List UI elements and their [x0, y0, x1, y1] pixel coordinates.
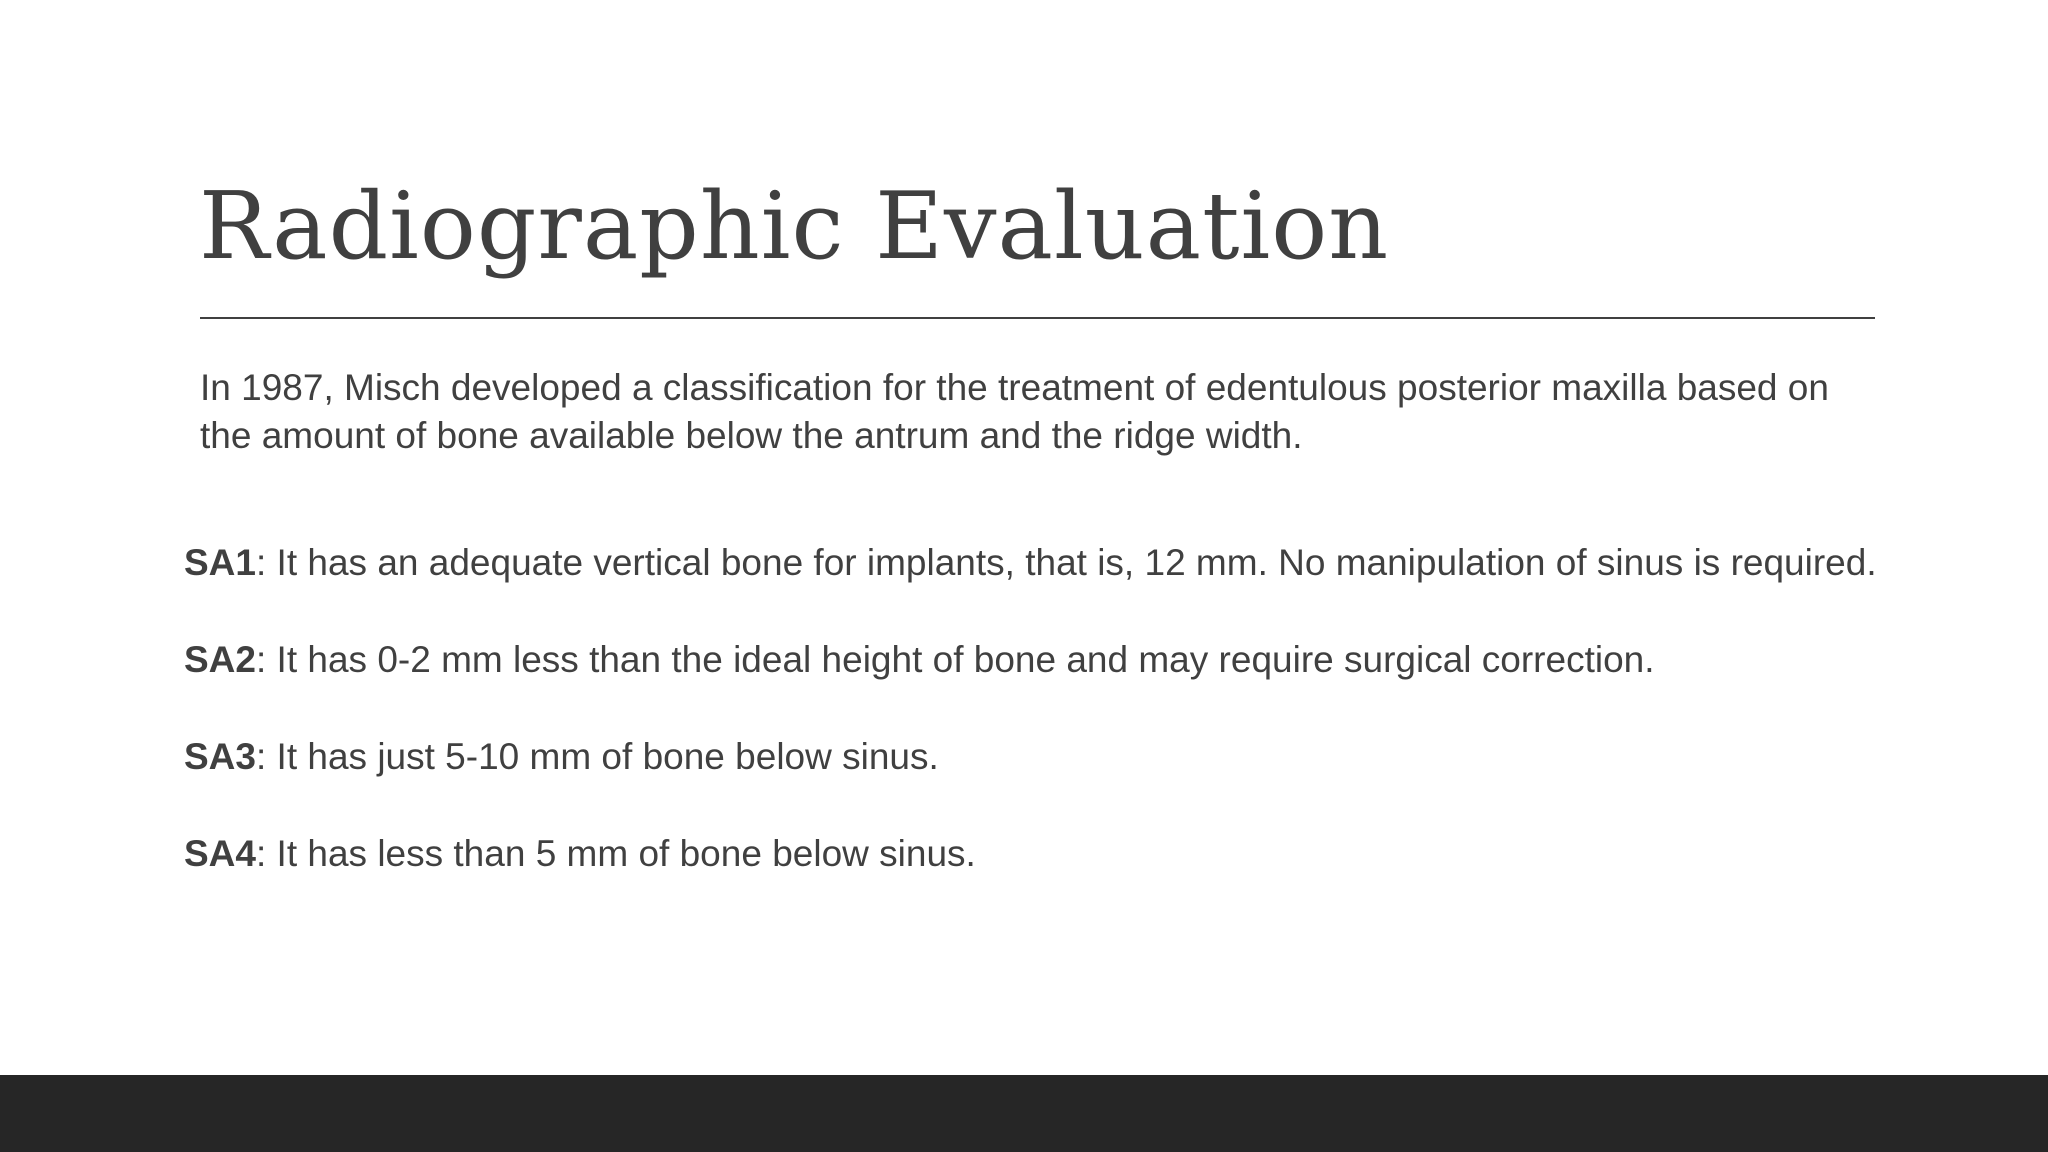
classification-item-sa1 — [184, 539, 1884, 587]
classification-item-sa4 — [184, 830, 1884, 878]
footer-bar — [0, 1075, 2048, 1152]
classification-text: : It has an adequate vertical bone for implants, that is, 12 mm. No manipulation of sinus is required. — [255, 542, 1877, 583]
classification-text: : It has less than 5 mm of bone below sinus. — [255, 833, 976, 874]
classification-code: SA2 — [184, 639, 256, 680]
classification-text: : It has just 5-10 mm of bone below sinus. — [255, 736, 939, 777]
classification-list — [184, 539, 1884, 927]
classification-item-sa2 — [184, 636, 1884, 684]
classification-text: : It has 0-2 mm less than the ideal height of bone and may require surgical correction. — [255, 639, 1655, 680]
classification-code: SA1 — [184, 542, 256, 583]
classification-code: SA3 — [184, 736, 256, 777]
intro-paragraph: In 1987, Misch developed a classification for the treatment of edentulous posterior maxilla based on the amount of bone available below the antrum and the ridge width. — [200, 367, 1829, 456]
classification-code: SA4 — [184, 833, 256, 874]
classification-item-sa3 — [184, 733, 1884, 781]
slide-title: Radiographic Evaluation — [199, 172, 1390, 280]
title-divider — [200, 317, 1875, 319]
